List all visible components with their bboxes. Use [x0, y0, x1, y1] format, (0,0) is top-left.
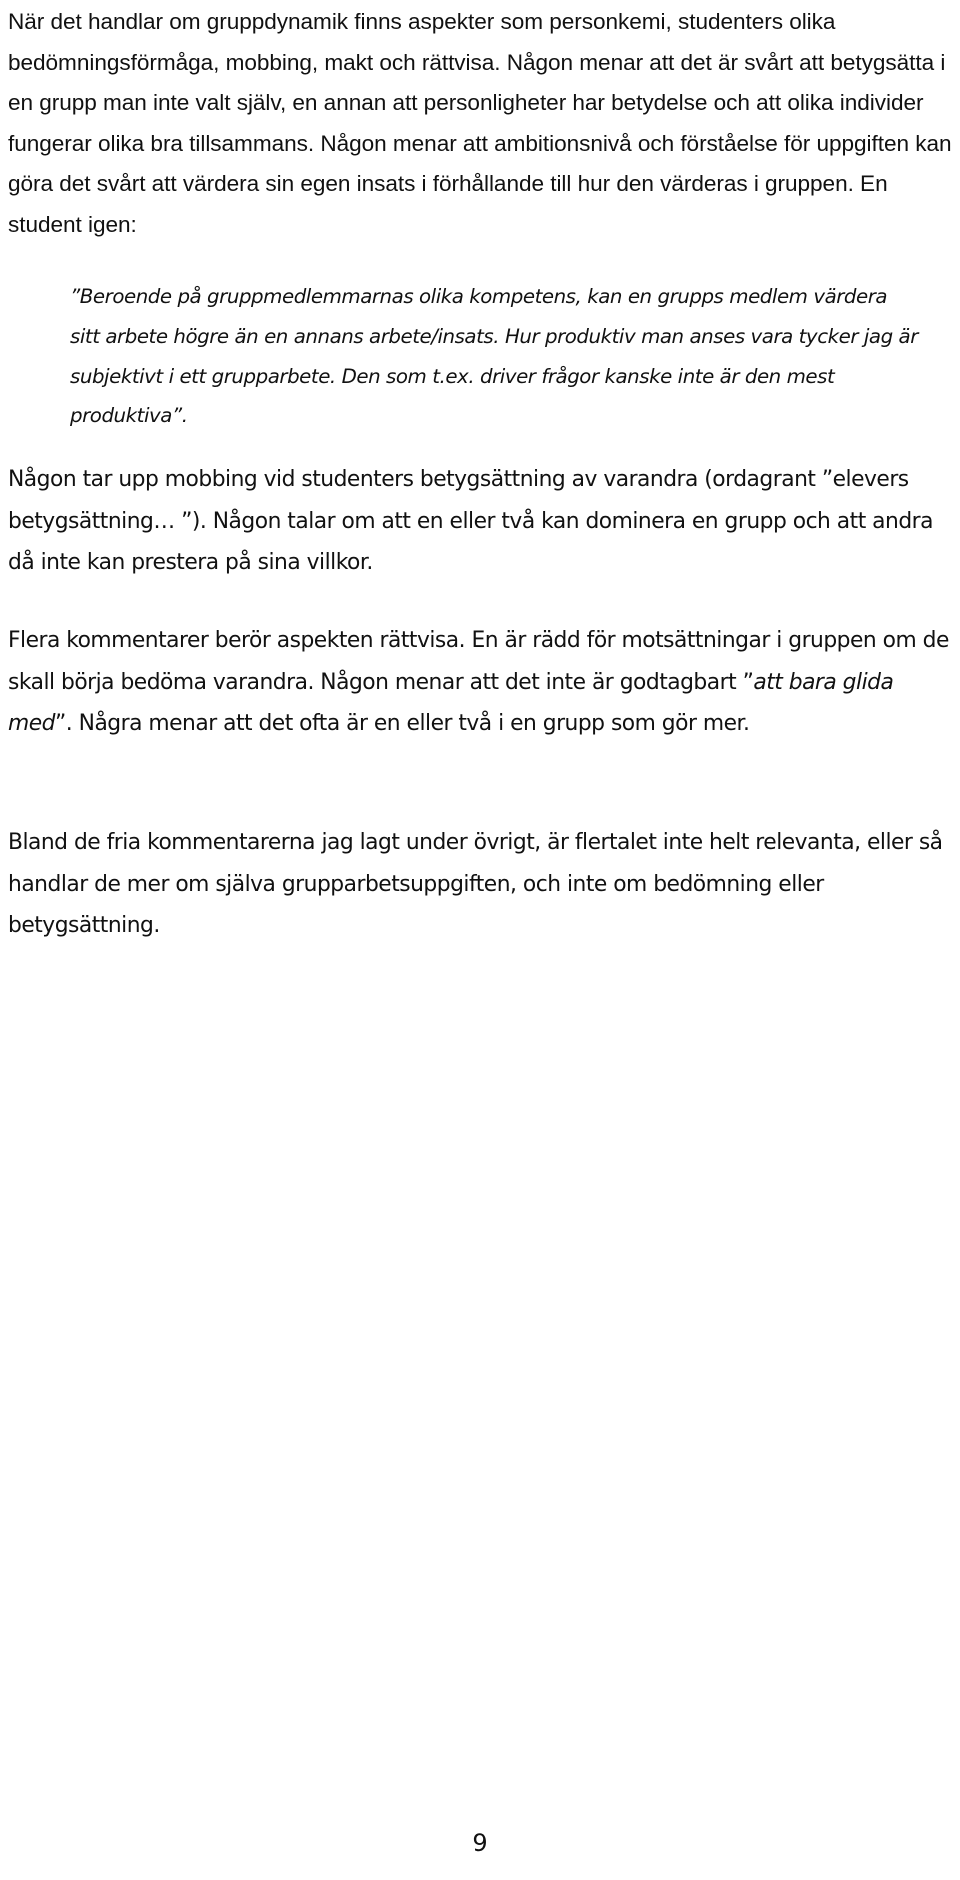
- paragraph-bullying: Någon tar upp mobbing vid studenters betygsättning av varandra (ordagrant ”elevers betygsättning… ”). Någon talar om att en eller två kan dominera en grupp och att andra då inte kan prestera på sina villkor.: [8, 467, 934, 575]
- paragraph-free-comments: Bland de fria kommentarerna jag lagt under övrigt, är flertalet inte helt relevanta, eller så handlar de mer om själva grupparbetsuppgiften, och inte om bedömning eller betygsättning.: [8, 830, 943, 938]
- paragraph-fairness-italic-phrase: att bara glida med: [8, 669, 894, 736]
- paragraph-fairness-text-end: ”. Några menar att det ofta är en eller två i en grupp som gör mer.: [54, 711, 750, 736]
- paragraph-fairness-text-start: Flera kommentarer berör aspekten rättvisa. En är rädd för motsättningar i gruppen om de skall börja bedöma varandra. Någon menar att det inte är godtagbart ”: [8, 628, 949, 695]
- page-number: 9: [472, 1829, 488, 1857]
- paragraph-group-dynamics: När det handlar om gruppdynamik finns aspekter som personkemi, studenters olika bedömningsförmåga, mobbing, makt och rättvisa. Någon menar att det är svårt att betygsätta i en grupp man inte valt själv, en annan att personligheter har betydelse och att olika individer fungerar olika bra tillsammans. Någon menar att ambitionsnivå och förståelse för uppgiften kan göra det svårt att värdera sin egen insats i förhållande till hur den värderas i gruppen. En student igen:: [8, 9, 952, 237]
- paragraph-fairness: [8, 620, 953, 745]
- student-quote: ”Beroende på gruppmedlemmarnas olika kompetens, kan en grupps medlem värdera sitt arbete högre än en annans arbete/insats. Hur produktiv man anses vara tycker jag är subjektivt i ett grupparbete. Den som t.ex. driver frågor kanske inte är den mest produktiva”.: [70, 285, 918, 428]
